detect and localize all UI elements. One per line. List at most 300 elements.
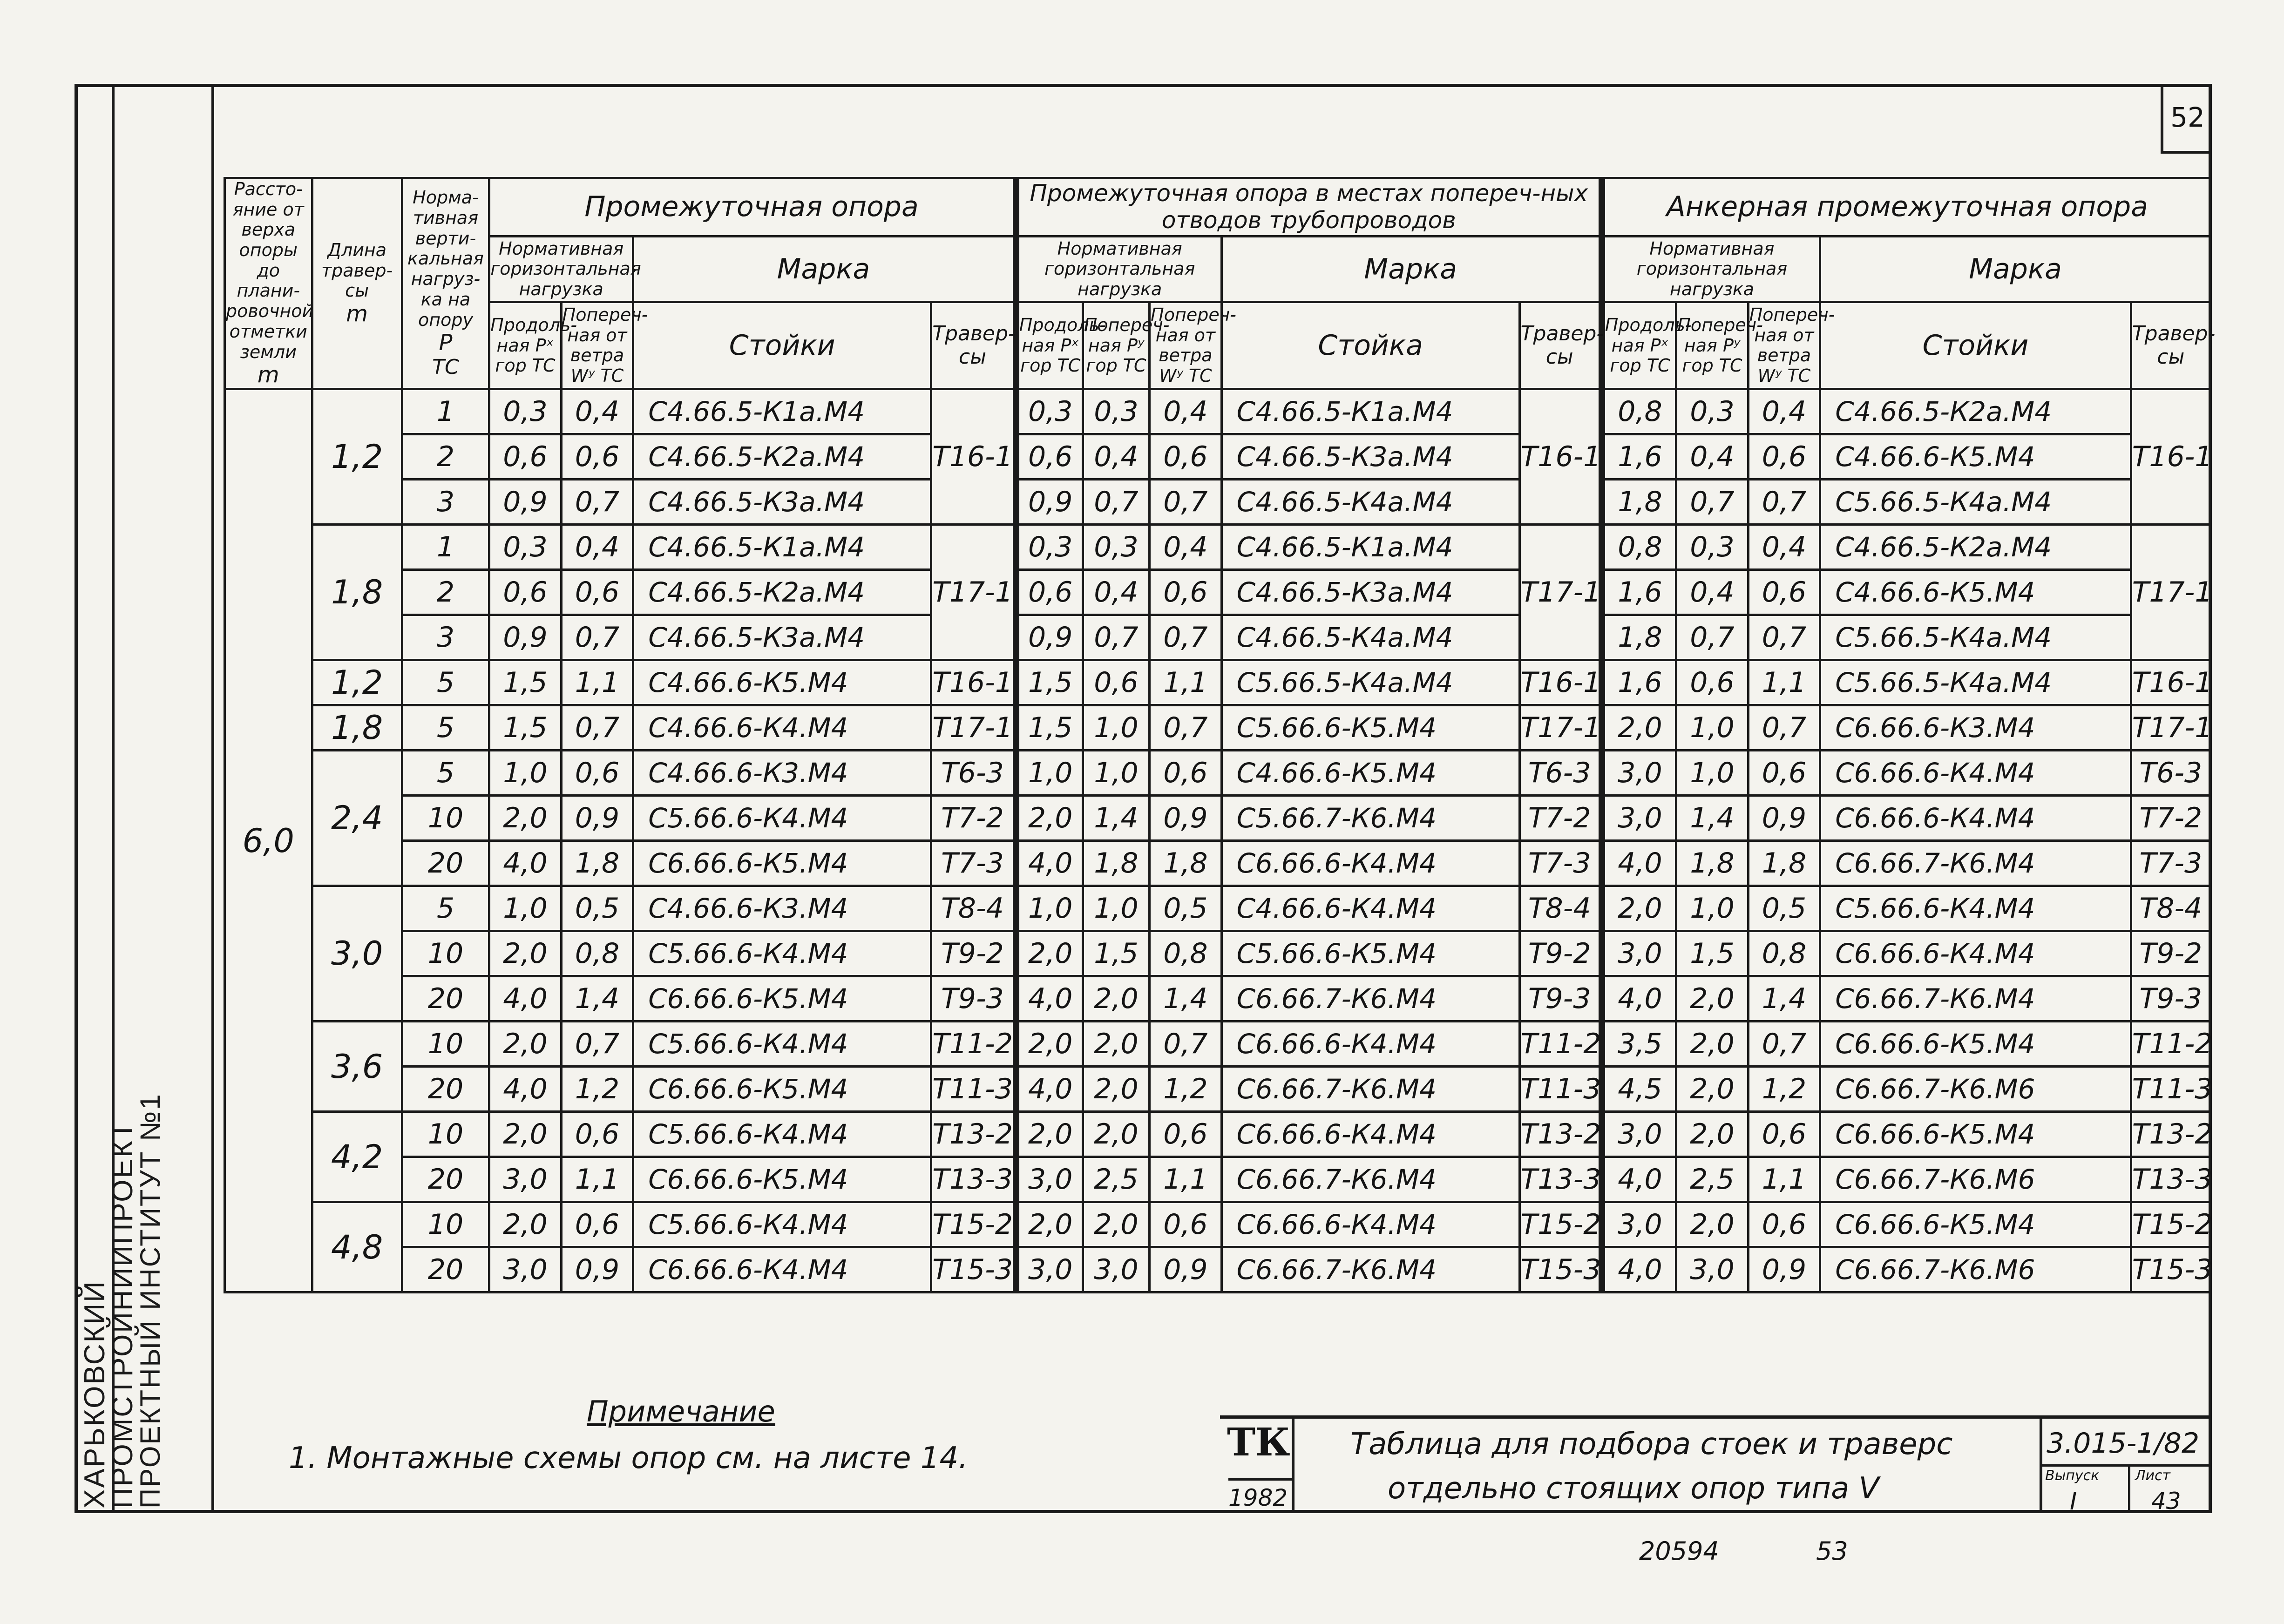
- g2-post-mark-cell: С4.66.5-К3а.М4: [1221, 570, 1519, 615]
- table-row: [225, 886, 2211, 931]
- g1-longitudinal-cell: 1,0: [489, 886, 561, 931]
- g3-transverse-cell: 0,3: [1676, 389, 1748, 434]
- table-row: [225, 751, 2211, 796]
- traverse-length-cell: 4,2: [312, 1112, 402, 1202]
- g1-traverse-cell: Т16-1: [931, 389, 1016, 525]
- g3-post-mark-cell: С6.66.6-К3.М4: [1820, 705, 2131, 751]
- table-row: [225, 1067, 2211, 1112]
- table-row: [225, 976, 2211, 1022]
- g2-transverse-cell: 2,5: [1083, 1157, 1149, 1202]
- g1-post-mark-cell: С5.66.6-К4.М4: [633, 931, 931, 976]
- table-row: [225, 660, 2211, 705]
- g3-longitudinal-cell: 4,5: [1602, 1067, 1676, 1112]
- g3-traverse-cell: Т15-3: [2131, 1247, 2210, 1292]
- g3-longitudinal-cell: 1,8: [1602, 615, 1676, 660]
- g3-post-mark-cell: С4.66.5-К2а.М4: [1820, 525, 2131, 570]
- g3-longitudinal-cell: 4,0: [1602, 1157, 1676, 1202]
- table-row: [225, 1112, 2211, 1157]
- g3-transverse-cell: 0,7: [1676, 615, 1748, 660]
- note-text: 1. Монтажные схемы опор см. на листе 14.: [289, 1441, 968, 1475]
- vertical-load-cell: 20: [402, 1157, 489, 1202]
- stamp-org-line3: ПРОЕКТНЫЙ ИНСТИТУТ №1: [135, 1093, 166, 1509]
- page-number: 52: [2161, 84, 2212, 154]
- g1-traverse-cell: Т11-3: [931, 1067, 1016, 1112]
- traverse-length-cell: 3,6: [312, 1022, 402, 1112]
- g3-traverse-cell: Т11-3: [2131, 1067, 2210, 1112]
- g3-post-mark-cell: С6.66.7-К6.М4: [1820, 841, 2131, 886]
- g3-wind-cell: 0,6: [1748, 1202, 1820, 1247]
- g3-wind-cell: 0,4: [1748, 525, 1820, 570]
- g1-traverse-cell: Т17-1: [931, 525, 1016, 660]
- g3-post-mark-cell: С6.66.7-К6.М4: [1820, 976, 2131, 1022]
- g2-wind-cell: 0,5: [1150, 886, 1221, 931]
- header-g1-longitudinal: Продоль-ная Pˣ гор TC: [489, 302, 561, 389]
- issue-label: Выпуск: [2045, 1468, 2100, 1484]
- g2-traverse-cell: Т7-3: [1519, 841, 1602, 886]
- footer-code: 20594: [1639, 1536, 1719, 1566]
- tk-logo: ТК: [1227, 1420, 1290, 1465]
- table-row: [225, 1157, 2211, 1202]
- g2-wind-cell: 0,6: [1150, 434, 1221, 480]
- g3-wind-cell: 0,9: [1748, 1247, 1820, 1292]
- g1-post-mark-cell: С5.66.6-К4.М4: [633, 1112, 931, 1157]
- g3-traverse-cell: Т13-2: [2131, 1112, 2210, 1157]
- g3-longitudinal-cell: 1,6: [1602, 434, 1676, 480]
- g2-transverse-cell: 1,4: [1083, 796, 1149, 841]
- g2-traverse-cell: Т8-4: [1519, 886, 1602, 931]
- g1-wind-cell: 0,6: [561, 1202, 633, 1247]
- g3-longitudinal-cell: 4,0: [1602, 976, 1676, 1022]
- g2-longitudinal-cell: 0,6: [1016, 434, 1083, 480]
- sheet-label: Лист: [2135, 1468, 2171, 1484]
- g2-wind-cell: 0,4: [1150, 389, 1221, 434]
- g1-traverse-cell: Т7-2: [931, 796, 1016, 841]
- g1-post-mark-cell: С4.66.6-К4.М4: [633, 705, 931, 751]
- g2-transverse-cell: 3,0: [1083, 1247, 1149, 1292]
- g3-transverse-cell: 1,0: [1676, 886, 1748, 931]
- header-g3-wind: Попереч-ная от ветра Wʸ TC: [1748, 302, 1820, 389]
- g1-traverse-cell: Т13-3: [931, 1157, 1016, 1202]
- g3-longitudinal-cell: 1,6: [1602, 570, 1676, 615]
- g3-longitudinal-cell: 3,0: [1602, 796, 1676, 841]
- g1-traverse-cell: Т7-3: [931, 841, 1016, 886]
- g2-transverse-cell: 1,5: [1083, 931, 1149, 976]
- g3-longitudinal-cell: 1,8: [1602, 480, 1676, 525]
- g3-transverse-cell: 0,7: [1676, 480, 1748, 525]
- g1-post-mark-cell: С4.66.6-К5.М4: [633, 660, 931, 705]
- g2-post-mark-cell: С5.66.6-К5.М4: [1221, 705, 1519, 751]
- g1-traverse-cell: Т9-2: [931, 931, 1016, 976]
- g3-longitudinal-cell: 0,8: [1602, 389, 1676, 434]
- g2-post-mark-cell: С6.66.6-К4.М4: [1221, 1022, 1519, 1067]
- vertical-load-cell: 1: [402, 525, 489, 570]
- title-line1: Таблица для подбора стоек и траверс: [1350, 1427, 1953, 1462]
- header-group1: Промежуточная опора: [489, 178, 1016, 237]
- g2-transverse-cell: 1,0: [1083, 751, 1149, 796]
- g2-longitudinal-cell: 2,0: [1016, 1202, 1083, 1247]
- g2-wind-cell: 0,7: [1150, 1022, 1221, 1067]
- g2-longitudinal-cell: 1,0: [1016, 886, 1083, 931]
- g3-traverse-cell: Т6-3: [2131, 751, 2210, 796]
- g3-wind-cell: 0,7: [1748, 615, 1820, 660]
- g3-transverse-cell: 2,0: [1676, 1112, 1748, 1157]
- header-g1-mark: Марка: [633, 236, 1016, 302]
- g1-longitudinal-cell: 2,0: [489, 1022, 561, 1067]
- g2-transverse-cell: 0,3: [1083, 525, 1149, 570]
- g2-longitudinal-cell: 2,0: [1016, 796, 1083, 841]
- g3-longitudinal-cell: 3,0: [1602, 931, 1676, 976]
- g3-wind-cell: 1,1: [1748, 1157, 1820, 1202]
- g2-longitudinal-cell: 3,0: [1016, 1247, 1083, 1292]
- g1-post-mark-cell: С4.66.5-К1а.М4: [633, 389, 931, 434]
- g1-post-mark-cell: С5.66.6-К4.М4: [633, 1202, 931, 1247]
- g2-wind-cell: 1,4: [1150, 976, 1221, 1022]
- g2-post-mark-cell: С4.66.5-К1а.М4: [1221, 389, 1519, 434]
- g2-transverse-cell: 1,0: [1083, 705, 1149, 751]
- g2-post-mark-cell: С6.66.6-К4.М4: [1221, 841, 1519, 886]
- g2-longitudinal-cell: 3,0: [1016, 1157, 1083, 1202]
- g3-post-mark-cell: С4.66.5-К2а.М4: [1820, 389, 2131, 434]
- g2-post-mark-cell: С4.66.5-К1а.М4: [1221, 525, 1519, 570]
- g1-wind-cell: 0,4: [561, 525, 633, 570]
- g2-transverse-cell: 2,0: [1083, 976, 1149, 1022]
- header-g2-transverse: Попереч-ная Pʸ гор TC: [1083, 302, 1149, 389]
- table-row: [225, 796, 2211, 841]
- g3-post-mark-cell: С6.66.6-К4.М4: [1820, 796, 2131, 841]
- header-g2-mark: Марка: [1221, 236, 1602, 302]
- g3-traverse-cell: Т9-3: [2131, 976, 2210, 1022]
- g1-wind-cell: 0,7: [561, 705, 633, 751]
- vertical-load-cell: 10: [402, 1022, 489, 1067]
- g2-traverse-cell: Т13-2: [1519, 1112, 1602, 1157]
- header-group3: Анкерная промежуточная опора: [1602, 178, 2211, 237]
- header-g1-posts: Стойки: [633, 302, 931, 389]
- g2-transverse-cell: 0,7: [1083, 480, 1149, 525]
- g2-traverse-cell: Т17-1: [1519, 705, 1602, 751]
- g3-post-mark-cell: С6.66.7-К6.М6: [1820, 1247, 2131, 1292]
- g3-transverse-cell: 0,4: [1676, 570, 1748, 615]
- code-subdivider: [2128, 1467, 2130, 1513]
- g2-traverse-cell: Т16-1: [1519, 389, 1602, 525]
- g1-post-mark-cell: С6.66.6-К5.М4: [633, 1157, 931, 1202]
- g1-traverse-cell: Т8-4: [931, 886, 1016, 931]
- g1-wind-cell: 0,6: [561, 1112, 633, 1157]
- header-g3-transverse: Попереч-ная Pʸ гор TC: [1676, 302, 1748, 389]
- header-g1-wind: Попереч-ная от ветра Wʸ TC: [561, 302, 633, 389]
- g3-transverse-cell: 0,6: [1676, 660, 1748, 705]
- g3-transverse-cell: 0,3: [1676, 525, 1748, 570]
- g1-wind-cell: 0,9: [561, 1247, 633, 1292]
- g2-transverse-cell: 2,0: [1083, 1112, 1149, 1157]
- g2-post-mark-cell: С6.66.6-К4.М4: [1221, 1202, 1519, 1247]
- g2-post-mark-cell: С6.66.7-К6.М4: [1221, 1067, 1519, 1112]
- g3-longitudinal-cell: 2,0: [1602, 886, 1676, 931]
- g1-longitudinal-cell: 0,9: [489, 615, 561, 660]
- g3-wind-cell: 0,6: [1748, 570, 1820, 615]
- table-row: [225, 615, 2211, 660]
- g2-wind-cell: 0,6: [1150, 751, 1221, 796]
- g1-longitudinal-cell: 0,6: [489, 570, 561, 615]
- g3-longitudinal-cell: 4,0: [1602, 1247, 1676, 1292]
- g2-post-mark-cell: С4.66.5-К4а.М4: [1221, 480, 1519, 525]
- g1-traverse-cell: Т9-3: [931, 976, 1016, 1022]
- g1-wind-cell: 0,7: [561, 1022, 633, 1067]
- g2-post-mark-cell: С6.66.7-К6.М4: [1221, 1157, 1519, 1202]
- header-g2-wind: Попереч-ная от ветра Wʸ TC: [1150, 302, 1221, 389]
- g3-traverse-cell: Т8-4: [2131, 886, 2210, 931]
- traverse-length-cell: 1,8: [312, 525, 402, 660]
- g1-post-mark-cell: С4.66.5-К1а.М4: [633, 525, 931, 570]
- header-g3-mark: Марка: [1820, 236, 2211, 302]
- document-code: 3.015-1/82: [2047, 1427, 2200, 1460]
- g1-longitudinal-cell: 4,0: [489, 976, 561, 1022]
- g3-transverse-cell: 2,0: [1676, 1067, 1748, 1112]
- g3-wind-cell: 0,6: [1748, 434, 1820, 480]
- vertical-load-cell: 3: [402, 615, 489, 660]
- header-g3-posts: Стойки: [1820, 302, 2131, 389]
- g3-wind-cell: 0,8: [1748, 931, 1820, 976]
- g3-longitudinal-cell: 3,0: [1602, 751, 1676, 796]
- g2-post-mark-cell: С5.66.7-К6.М4: [1221, 796, 1519, 841]
- header-g1-traverses: Травер-сы: [931, 302, 1016, 389]
- note-title: Примечание: [587, 1394, 775, 1428]
- vertical-load-cell: 10: [402, 796, 489, 841]
- g3-longitudinal-cell: 4,0: [1602, 841, 1676, 886]
- g1-longitudinal-cell: 1,0: [489, 751, 561, 796]
- g3-traverse-cell: Т15-2: [2131, 1202, 2210, 1247]
- table-row: [225, 525, 2211, 570]
- traverse-length-cell: 1,8: [312, 705, 402, 751]
- g1-longitudinal-cell: 4,0: [489, 841, 561, 886]
- sheet-value: 43: [2151, 1488, 2181, 1515]
- header-g2-traverses: Травер-сы: [1519, 302, 1602, 389]
- g1-wind-cell: 1,4: [561, 976, 633, 1022]
- g3-post-mark-cell: С6.66.6-К5.М4: [1820, 1022, 2131, 1067]
- g2-traverse-cell: Т7-2: [1519, 796, 1602, 841]
- g3-wind-cell: 1,1: [1748, 660, 1820, 705]
- table-row: [225, 841, 2211, 886]
- g3-transverse-cell: 2,0: [1676, 1202, 1748, 1247]
- g2-wind-cell: 1,8: [1150, 841, 1221, 886]
- table-row: [225, 389, 2211, 434]
- g1-longitudinal-cell: 0,9: [489, 480, 561, 525]
- g3-longitudinal-cell: 1,6: [1602, 660, 1676, 705]
- g3-wind-cell: 0,5: [1748, 886, 1820, 931]
- g1-post-mark-cell: С6.66.6-К5.М4: [633, 1067, 931, 1112]
- table-row: [225, 480, 2211, 525]
- g3-longitudinal-cell: 2,0: [1602, 705, 1676, 751]
- g1-longitudinal-cell: 0,6: [489, 434, 561, 480]
- g1-traverse-cell: Т17-1: [931, 705, 1016, 751]
- g2-post-mark-cell: С4.66.6-К4.М4: [1221, 886, 1519, 931]
- g1-post-mark-cell: С4.66.5-К2а.М4: [633, 434, 931, 480]
- g2-transverse-cell: 0,4: [1083, 570, 1149, 615]
- vertical-load-cell: 20: [402, 841, 489, 886]
- vertical-load-cell: 20: [402, 1067, 489, 1112]
- g3-traverse-cell: Т9-2: [2131, 931, 2210, 976]
- table-row: [225, 1022, 2211, 1067]
- g2-wind-cell: 0,9: [1150, 1247, 1221, 1292]
- g1-post-mark-cell: С4.66.5-К2а.М4: [633, 570, 931, 615]
- g2-wind-cell: 0,7: [1150, 480, 1221, 525]
- g2-transverse-cell: 0,7: [1083, 615, 1149, 660]
- vertical-load-cell: 1: [402, 389, 489, 434]
- g1-post-mark-cell: С4.66.6-К3.М4: [633, 886, 931, 931]
- table-row: [225, 1202, 2211, 1247]
- g2-longitudinal-cell: 0,6: [1016, 570, 1083, 615]
- g2-longitudinal-cell: 0,3: [1016, 389, 1083, 434]
- g2-longitudinal-cell: 4,0: [1016, 976, 1083, 1022]
- g2-transverse-cell: 2,0: [1083, 1067, 1149, 1112]
- g3-transverse-cell: 2,0: [1676, 976, 1748, 1022]
- g2-longitudinal-cell: 4,0: [1016, 1067, 1083, 1112]
- g2-transverse-cell: 0,4: [1083, 434, 1149, 480]
- g3-post-mark-cell: С6.66.7-К6.М6: [1820, 1067, 2131, 1112]
- g1-traverse-cell: Т13-2: [931, 1112, 1016, 1157]
- vertical-load-cell: 2: [402, 570, 489, 615]
- g2-traverse-cell: Т15-2: [1519, 1202, 1602, 1247]
- stamp-org-line2: ПРОМСТРОЙНИИПРОЕКТ: [107, 1120, 139, 1509]
- g3-transverse-cell: 1,4: [1676, 796, 1748, 841]
- g2-wind-cell: 1,1: [1150, 660, 1221, 705]
- g1-post-mark-cell: С6.66.6-К5.М4: [633, 841, 931, 886]
- g3-post-mark-cell: С4.66.6-К5.М4: [1820, 434, 2131, 480]
- g3-wind-cell: 0,6: [1748, 751, 1820, 796]
- g2-wind-cell: 0,9: [1150, 796, 1221, 841]
- g3-traverse-cell: Т16-1: [2131, 389, 2210, 525]
- table-row: [225, 434, 2211, 480]
- vertical-load-cell: 5: [402, 705, 489, 751]
- g1-wind-cell: 1,8: [561, 841, 633, 886]
- table-body: [225, 389, 2211, 1292]
- table-row: [225, 1247, 2211, 1292]
- vertical-load-cell: 2: [402, 434, 489, 480]
- stamp-org-line1: ХАРЬКОВСКИЙ: [79, 1280, 111, 1509]
- g1-wind-cell: 0,8: [561, 931, 633, 976]
- g2-traverse-cell: Т11-2: [1519, 1022, 1602, 1067]
- g2-longitudinal-cell: 1,5: [1016, 705, 1083, 751]
- g2-post-mark-cell: С6.66.6-К4.М4: [1221, 1112, 1519, 1157]
- g3-traverse-cell: Т17-1: [2131, 525, 2210, 660]
- header-group2: Промежуточная опора в местах попереч-ных отводов трубопроводов: [1016, 178, 1602, 237]
- g3-longitudinal-cell: 3,0: [1602, 1202, 1676, 1247]
- vertical-load-cell: 10: [402, 1202, 489, 1247]
- g2-traverse-cell: Т16-1: [1519, 660, 1602, 705]
- g3-transverse-cell: 2,5: [1676, 1157, 1748, 1202]
- g3-post-mark-cell: С5.66.5-К4а.М4: [1820, 660, 2131, 705]
- title-line2: отдельно стоящих опор типа V: [1388, 1471, 1879, 1506]
- header-g2-longitudinal: Продоль-ная Pˣ гор TC: [1016, 302, 1083, 389]
- traverse-length-cell: 4,8: [312, 1202, 402, 1292]
- g3-traverse-cell: Т7-2: [2131, 796, 2210, 841]
- g1-wind-cell: 0,6: [561, 570, 633, 615]
- g3-longitudinal-cell: 3,5: [1602, 1022, 1676, 1067]
- vertical-load-cell: 10: [402, 931, 489, 976]
- g3-transverse-cell: 0,4: [1676, 434, 1748, 480]
- g1-post-mark-cell: С5.66.6-К4.М4: [633, 1022, 931, 1067]
- g1-longitudinal-cell: 0,3: [489, 389, 561, 434]
- g3-transverse-cell: 2,0: [1676, 1022, 1748, 1067]
- g2-transverse-cell: 1,0: [1083, 886, 1149, 931]
- g2-longitudinal-cell: 2,0: [1016, 1112, 1083, 1157]
- header-g1-norm-horizontal: Нормативная горизонтальная нагрузка: [489, 236, 633, 302]
- g1-traverse-cell: Т15-3: [931, 1247, 1016, 1292]
- g2-longitudinal-cell: 0,9: [1016, 615, 1083, 660]
- traverse-length-cell: 1,2: [312, 660, 402, 705]
- support-selection-table: [224, 177, 2216, 1293]
- g3-transverse-cell: 3,0: [1676, 1247, 1748, 1292]
- traverse-length-cell: 2,4: [312, 751, 402, 886]
- g2-post-mark-cell: С5.66.5-К4а.М4: [1221, 660, 1519, 705]
- vertical-load-cell: 10: [402, 1112, 489, 1157]
- issue-value: I: [2070, 1488, 2077, 1516]
- g3-post-mark-cell: С6.66.6-К5.М4: [1820, 1202, 2131, 1247]
- g1-wind-cell: 1,1: [561, 1157, 633, 1202]
- g2-wind-cell: 1,1: [1150, 1157, 1221, 1202]
- g1-post-mark-cell: С4.66.5-К3а.М4: [633, 615, 931, 660]
- vertical-load-cell: 3: [402, 480, 489, 525]
- header-g3-traverses: Травер-сы: [2131, 302, 2210, 389]
- g1-wind-cell: 0,5: [561, 886, 633, 931]
- g2-post-mark-cell: С4.66.5-К4а.М4: [1221, 615, 1519, 660]
- g2-longitudinal-cell: 0,9: [1016, 480, 1083, 525]
- g3-transverse-cell: 1,8: [1676, 841, 1748, 886]
- g3-wind-cell: 0,6: [1748, 1112, 1820, 1157]
- g2-post-mark-cell: С5.66.6-К5.М4: [1221, 931, 1519, 976]
- header-g2-norm-horizontal: Нормативная горизонтальная нагрузка: [1016, 236, 1221, 302]
- g1-post-mark-cell: С4.66.6-К3.М4: [633, 751, 931, 796]
- g2-longitudinal-cell: 2,0: [1016, 1022, 1083, 1067]
- g1-wind-cell: 0,6: [561, 434, 633, 480]
- g3-transverse-cell: 1,0: [1676, 751, 1748, 796]
- g1-longitudinal-cell: 3,0: [489, 1247, 561, 1292]
- header-g3-longitudinal: Продоль-ная Pˣ гор TC: [1602, 302, 1676, 389]
- header-g3-norm-horizontal: Нормативная горизонтальная нагрузка: [1602, 236, 1820, 302]
- g2-transverse-cell: 2,0: [1083, 1202, 1149, 1247]
- g2-traverse-cell: Т11-3: [1519, 1067, 1602, 1112]
- g3-post-mark-cell: С5.66.5-К4а.М4: [1820, 480, 2131, 525]
- g2-longitudinal-cell: 2,0: [1016, 931, 1083, 976]
- g2-wind-cell: 0,7: [1150, 705, 1221, 751]
- g2-transverse-cell: 1,8: [1083, 841, 1149, 886]
- g2-traverse-cell: Т9-3: [1519, 976, 1602, 1022]
- g2-wind-cell: 0,6: [1150, 1112, 1221, 1157]
- vertical-load-cell: 20: [402, 976, 489, 1022]
- g3-traverse-cell: Т17-1: [2131, 705, 2210, 751]
- g1-traverse-cell: Т16-1: [931, 660, 1016, 705]
- vertical-load-cell: 20: [402, 1247, 489, 1292]
- traverse-length-cell: 1,2: [312, 389, 402, 525]
- g3-traverse-cell: Т7-3: [2131, 841, 2210, 886]
- g1-post-mark-cell: С6.66.6-К4.М4: [633, 1247, 931, 1292]
- g1-longitudinal-cell: 2,0: [489, 1112, 561, 1157]
- g3-wind-cell: 0,9: [1748, 796, 1820, 841]
- footer-page: 53: [1816, 1536, 1848, 1566]
- g1-longitudinal-cell: 1,5: [489, 705, 561, 751]
- g1-longitudinal-cell: 3,0: [489, 1157, 561, 1202]
- table-row: [225, 705, 2211, 751]
- g2-wind-cell: 0,4: [1150, 525, 1221, 570]
- g2-longitudinal-cell: 1,5: [1016, 660, 1083, 705]
- g2-traverse-cell: Т9-2: [1519, 931, 1602, 976]
- g2-longitudinal-cell: 0,3: [1016, 525, 1083, 570]
- g3-wind-cell: 0,7: [1748, 1022, 1820, 1067]
- g3-traverse-cell: Т13-3: [2131, 1157, 2210, 1202]
- g3-wind-cell: 1,2: [1748, 1067, 1820, 1112]
- g3-post-mark-cell: С6.66.6-К4.М4: [1820, 751, 2131, 796]
- g1-wind-cell: 0,9: [561, 796, 633, 841]
- g1-wind-cell: 0,7: [561, 615, 633, 660]
